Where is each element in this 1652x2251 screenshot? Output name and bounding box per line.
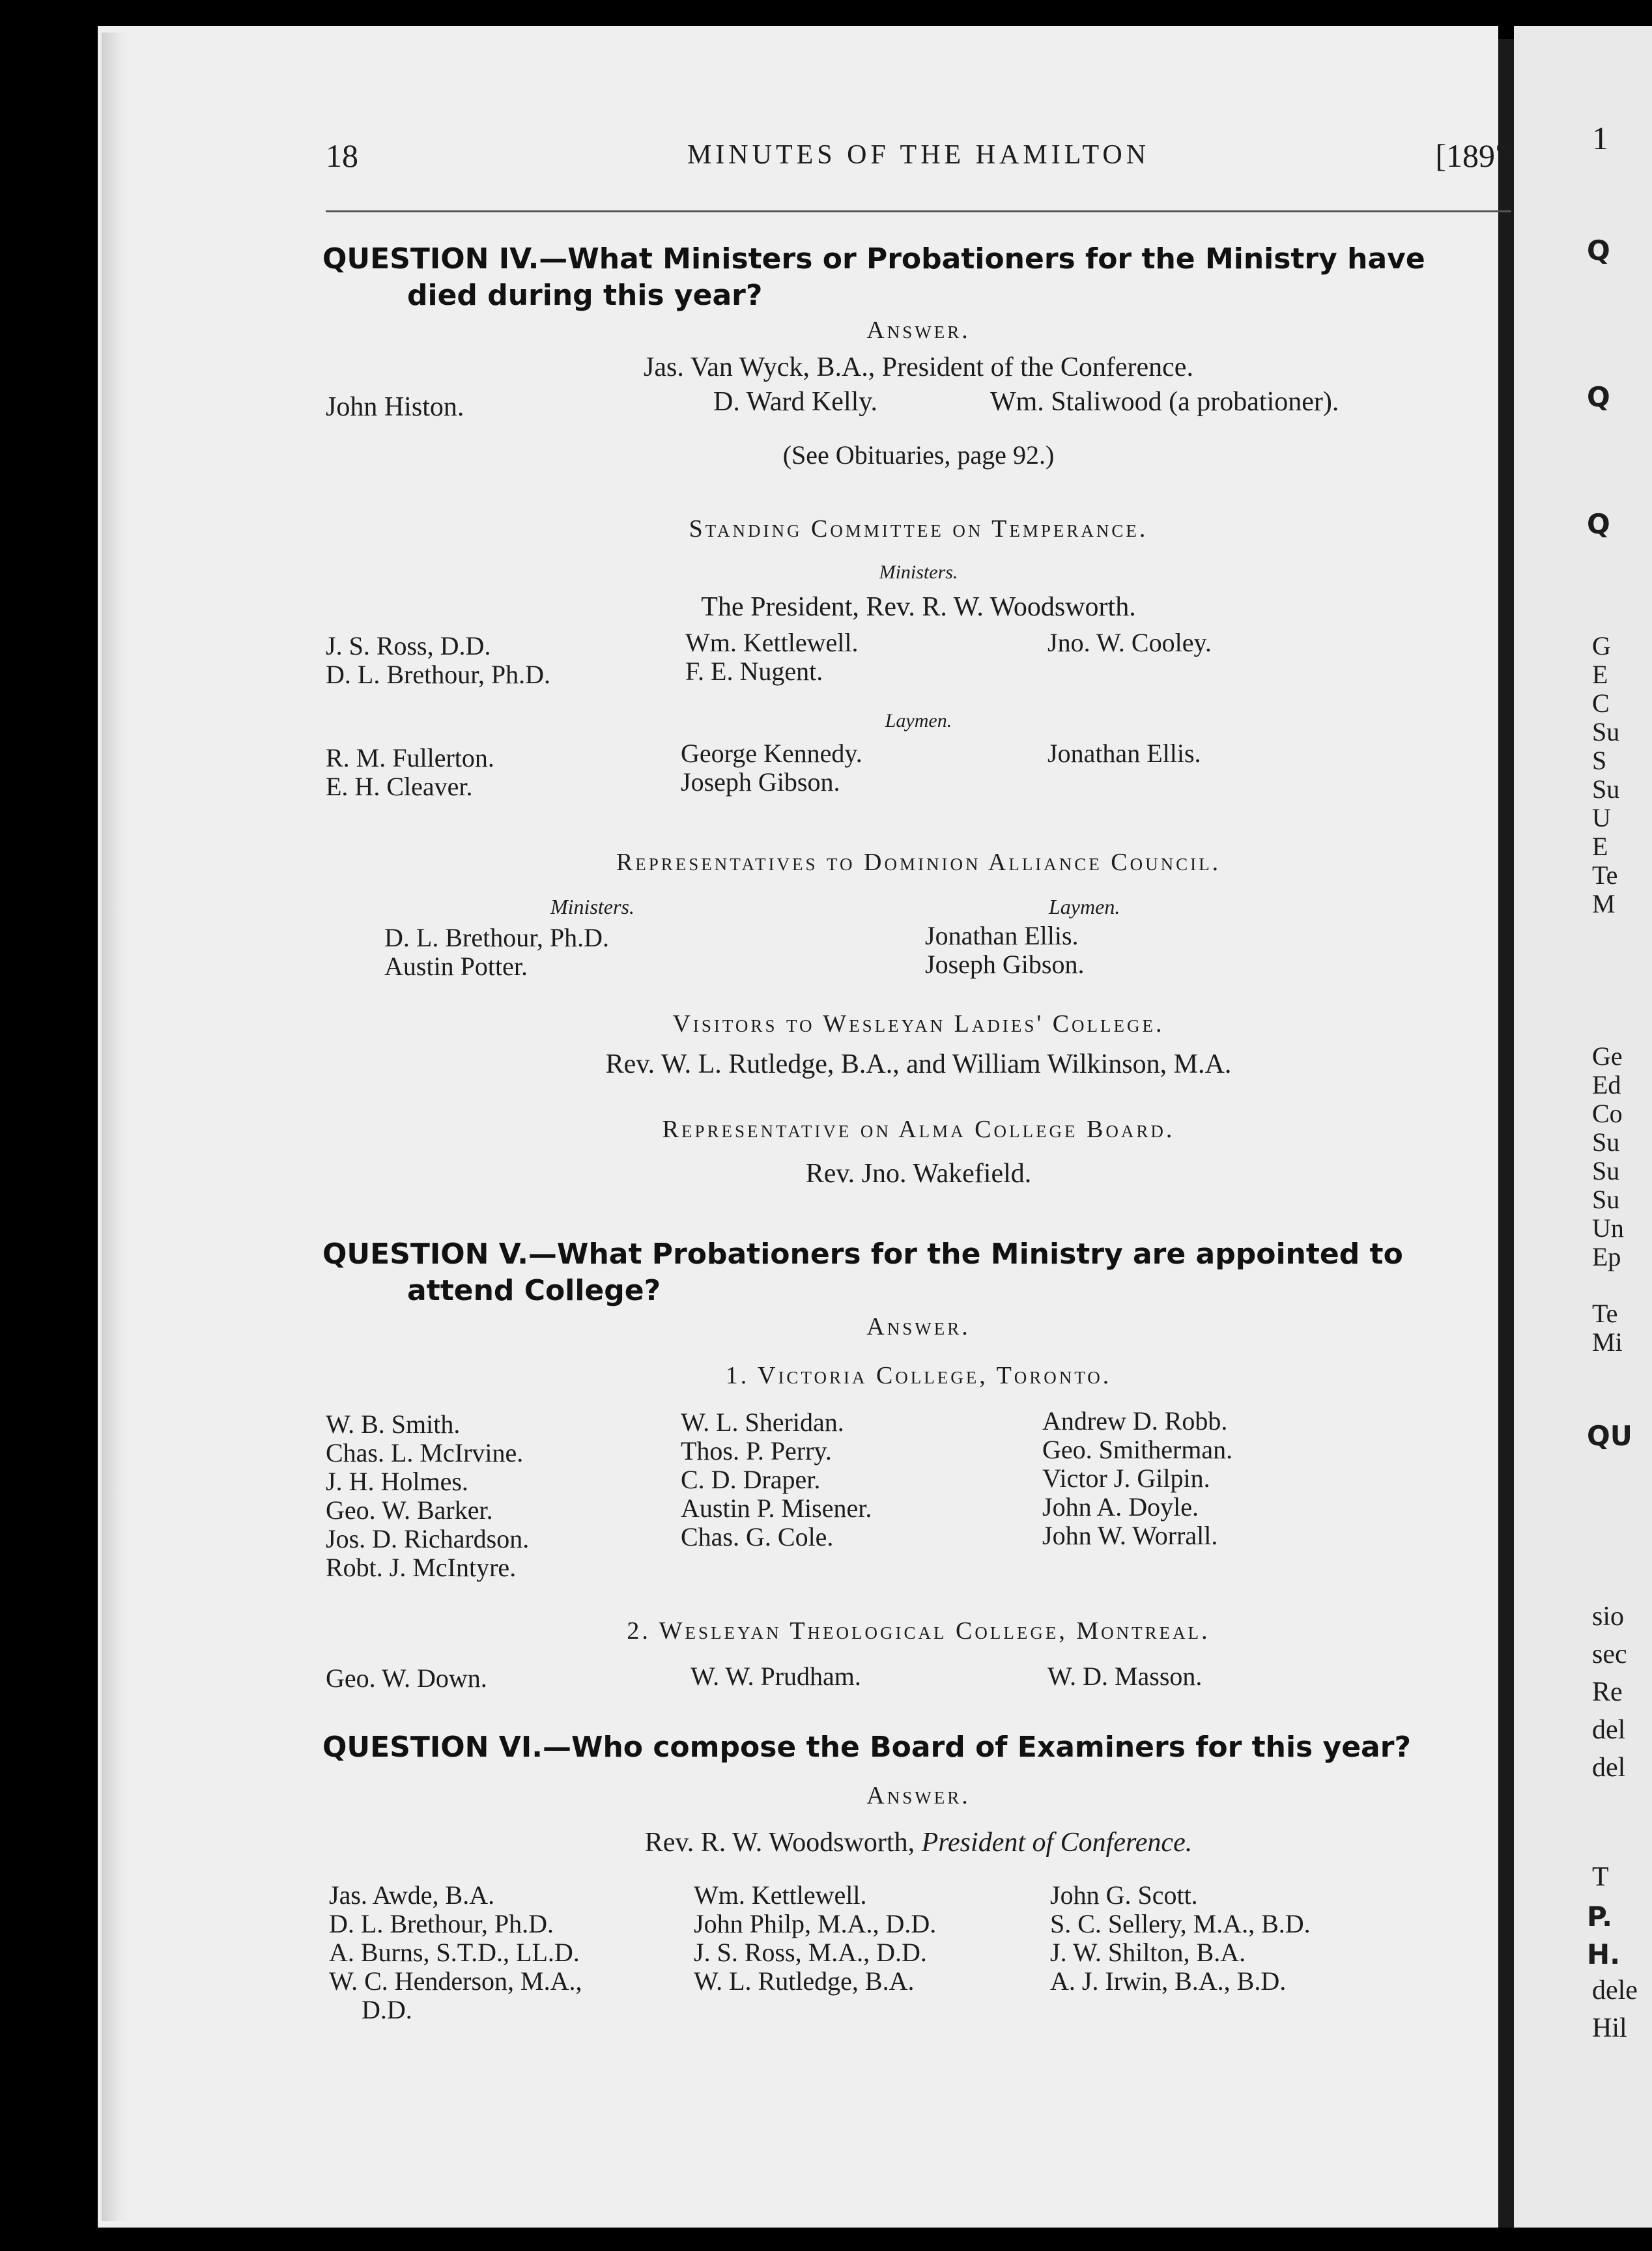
fragment: P. xyxy=(1587,1901,1613,1932)
q4-name: D. Ward Kelly. xyxy=(713,387,878,417)
temperance-president: The President, Rev. R. W. Woodsworth. xyxy=(701,592,1136,622)
visitors-heading: Visitors to Wesleyan Ladies' College. xyxy=(672,1010,1165,1038)
question-4-line2: died during this year? xyxy=(407,279,763,312)
temperance-heading: Standing Committee on Temperance. xyxy=(689,515,1148,543)
fragment: Ep xyxy=(1592,1242,1621,1271)
fragment: T xyxy=(1592,1862,1609,1892)
examiners-col2 xyxy=(694,1881,936,1996)
name: Chas. G. Cole. xyxy=(681,1522,834,1551)
fragment: sio xyxy=(1592,1602,1625,1632)
name: Geo. Smitherman. xyxy=(1042,1435,1233,1464)
fragment: Su xyxy=(1592,1156,1620,1185)
q4-president-line: Jas. Van Wyck, B.A., President of the Conference. xyxy=(644,352,1193,382)
alliance-ministers xyxy=(384,924,609,981)
fragment: S xyxy=(1592,746,1607,775)
alma-text: Rev. Jno. Wakefield. xyxy=(805,1159,1032,1189)
name: Jos. D. Richardson. xyxy=(326,1524,530,1553)
fragment: H. xyxy=(1587,1938,1621,1970)
fragment: Q xyxy=(1587,381,1610,413)
name: D. L. Brethour, Ph.D. xyxy=(384,923,610,952)
temperance-ministers-col1 xyxy=(326,632,550,689)
name: Andrew D. Robb. xyxy=(1042,1406,1228,1436)
name: John Philp, M.A., D.D. xyxy=(694,1909,937,1938)
fragment: U xyxy=(1592,803,1611,832)
name: Victor J. Gilpin. xyxy=(1042,1464,1210,1493)
fragment: del xyxy=(1592,1753,1626,1783)
name: W. L. Rutledge, B.A. xyxy=(694,1966,915,1996)
fragment: Hil xyxy=(1592,2013,1627,2043)
name: Robt. J. McIntyre. xyxy=(326,1553,517,1582)
name: Geo. W. Barker. xyxy=(326,1495,493,1525)
name: A. J. Irwin, B.A., B.D. xyxy=(1050,1966,1287,1996)
answer-label: Answer. xyxy=(866,317,971,344)
examiners-col1 xyxy=(329,1881,582,2024)
name: Joseph Gibson. xyxy=(681,767,840,797)
page-number: 18 xyxy=(326,137,358,174)
fragment: Un xyxy=(1592,1213,1624,1243)
name: D.D. xyxy=(362,1995,412,2024)
name: W. B. Smith. xyxy=(326,1409,461,1439)
examiners-col3 xyxy=(1050,1881,1311,1996)
victoria-col2 xyxy=(681,1408,872,1551)
name: John A. Doyle. xyxy=(1042,1492,1199,1522)
name: A. Burns, S.T.D., LL.D. xyxy=(329,1938,580,1967)
fragment: Te xyxy=(1592,860,1618,890)
name: Jas. Awde, B.A. xyxy=(329,1880,495,1910)
fragment: E xyxy=(1592,660,1608,689)
name: W. D. Masson. xyxy=(1047,1662,1203,1691)
name: F. E. Nugent. xyxy=(685,657,823,686)
name: Wm. Kettlewell. xyxy=(685,628,859,657)
name: Jonathan Ellis. xyxy=(1047,739,1201,768)
name: W. C. Henderson, M.A., xyxy=(329,1966,582,1996)
running-title: MINUTES OF THE HAMILTON xyxy=(687,140,1150,170)
q6-president-title: President of Conference. xyxy=(921,1828,1193,1858)
name: John W. Worrall. xyxy=(1042,1521,1218,1550)
fragment: Su xyxy=(1592,1185,1620,1214)
page-content xyxy=(98,26,1511,2228)
fragment: Q xyxy=(1587,234,1610,266)
obituaries-note: (See Obituaries, page 92.) xyxy=(782,440,1055,470)
alliance-heading: Representatives to Dominion Alliance Council. xyxy=(616,849,1221,876)
fragment: C xyxy=(1592,688,1610,718)
temperance-laymen-col3 xyxy=(1047,739,1201,768)
name: George Kennedy. xyxy=(681,739,862,768)
fragment: Su xyxy=(1592,1127,1620,1157)
name: R. M. Fullerton. xyxy=(326,743,494,772)
question-5 xyxy=(322,1236,1515,1309)
name: Thos. P. Perry. xyxy=(681,1436,832,1465)
q6-president-line xyxy=(322,1827,1515,1858)
name: J. S. Ross, M.A., D.D. xyxy=(694,1938,927,1967)
answer-label: Answer. xyxy=(866,1782,971,1809)
victoria-col3 xyxy=(1042,1407,1232,1550)
name: Wm. Kettlewell. xyxy=(694,1880,867,1910)
name: Jno. W. Cooley. xyxy=(1047,628,1212,657)
fragment: G xyxy=(1592,631,1611,660)
victoria-heading: 1. Victoria College, Toronto. xyxy=(725,1362,1112,1389)
fragment: Ed xyxy=(1592,1070,1621,1099)
name: Austin P. Misener. xyxy=(681,1494,872,1523)
fragment: M xyxy=(1592,889,1616,918)
name: C. D. Draper. xyxy=(681,1465,821,1494)
alliance-laymen-label: Laymen. xyxy=(1049,895,1120,918)
fragment: E xyxy=(1592,832,1608,861)
fragment: Su xyxy=(1592,717,1620,746)
fragment: del xyxy=(1592,1715,1626,1745)
temperance-laymen-col2 xyxy=(681,739,862,797)
q4-name: John Histon. xyxy=(326,392,464,422)
victoria-col1 xyxy=(326,1410,529,1582)
name: J. W. Shilton, B.A. xyxy=(1050,1938,1246,1967)
question-4-line1: QUESTION IV.—What Ministers or Probationers for the Ministry have xyxy=(322,242,1425,276)
q6-president-name: Rev. R. W. Woodsworth, xyxy=(644,1828,915,1858)
temperance-ministers-col3 xyxy=(1047,629,1212,657)
alliance-ministers-label: Ministers. xyxy=(550,895,634,918)
name: John G. Scott. xyxy=(1050,1880,1198,1910)
name: S. C. Sellery, M.A., B.D. xyxy=(1050,1909,1311,1938)
temperance-ministers-col2 xyxy=(685,629,858,686)
question-4 xyxy=(322,241,1515,314)
header-year: [1897 xyxy=(1435,137,1511,174)
question-6 xyxy=(322,1729,1515,1766)
next-page-number: 1 xyxy=(1592,120,1608,156)
wesleyan-heading: 2. Wesleyan Theological College, Montreal. xyxy=(627,1617,1210,1645)
fragment: Q xyxy=(1587,508,1610,540)
ministers-label: Ministers. xyxy=(879,561,958,583)
name: Austin Potter. xyxy=(384,952,528,981)
name: W. W. Prudham. xyxy=(691,1662,861,1691)
fragment: Co xyxy=(1592,1099,1623,1128)
q4-name: Wm. Staliwood (a probationer). xyxy=(990,387,1339,417)
question-6-line1: QUESTION VI.—Who compose the Board of Examiners for this year? xyxy=(322,1731,1411,1764)
name: J. S. Ross, D.D. xyxy=(326,631,491,660)
name: Geo. W. Down. xyxy=(326,1663,487,1693)
name: E. H. Cleaver. xyxy=(326,772,473,801)
visitors-text: Rev. W. L. Rutledge, B.A., and William Wilkinson, M.A. xyxy=(605,1049,1232,1079)
fragment: Mi xyxy=(1592,1327,1623,1357)
fragment: Su xyxy=(1592,774,1620,804)
answer-label: Answer. xyxy=(866,1313,971,1340)
fragment: Te xyxy=(1592,1299,1618,1328)
temperance-laymen-col1 xyxy=(326,744,494,801)
name: W. L. Sheridan. xyxy=(681,1408,844,1437)
name: D. L. Brethour, Ph.D. xyxy=(329,1909,554,1938)
name: D. L. Brethour, Ph.D. xyxy=(326,660,551,689)
header-rule xyxy=(326,210,1511,212)
question-5-line1: QUESTION V.—What Probationers for the Ministry are appointed to xyxy=(322,1238,1403,1271)
fragment: Ge xyxy=(1592,1041,1623,1071)
fragment: dele xyxy=(1592,1975,1638,2005)
running-header xyxy=(326,124,1511,182)
name: Chas. L. McIrvine. xyxy=(326,1438,524,1467)
laymen-label: Laymen. xyxy=(885,710,952,731)
name: J. H. Holmes. xyxy=(326,1467,468,1496)
alliance-laymen xyxy=(925,922,1084,979)
fragment: QU xyxy=(1587,1420,1632,1452)
name: Jonathan Ellis. xyxy=(925,921,1079,950)
question-5-line2: attend College? xyxy=(407,1274,661,1307)
fragment: Re xyxy=(1592,1677,1623,1707)
next-page-fragment xyxy=(1514,26,1652,2228)
name: Joseph Gibson. xyxy=(925,950,1085,979)
fragment: sec xyxy=(1592,1639,1627,1669)
alma-heading: Representative on Alma College Board. xyxy=(662,1116,1175,1143)
